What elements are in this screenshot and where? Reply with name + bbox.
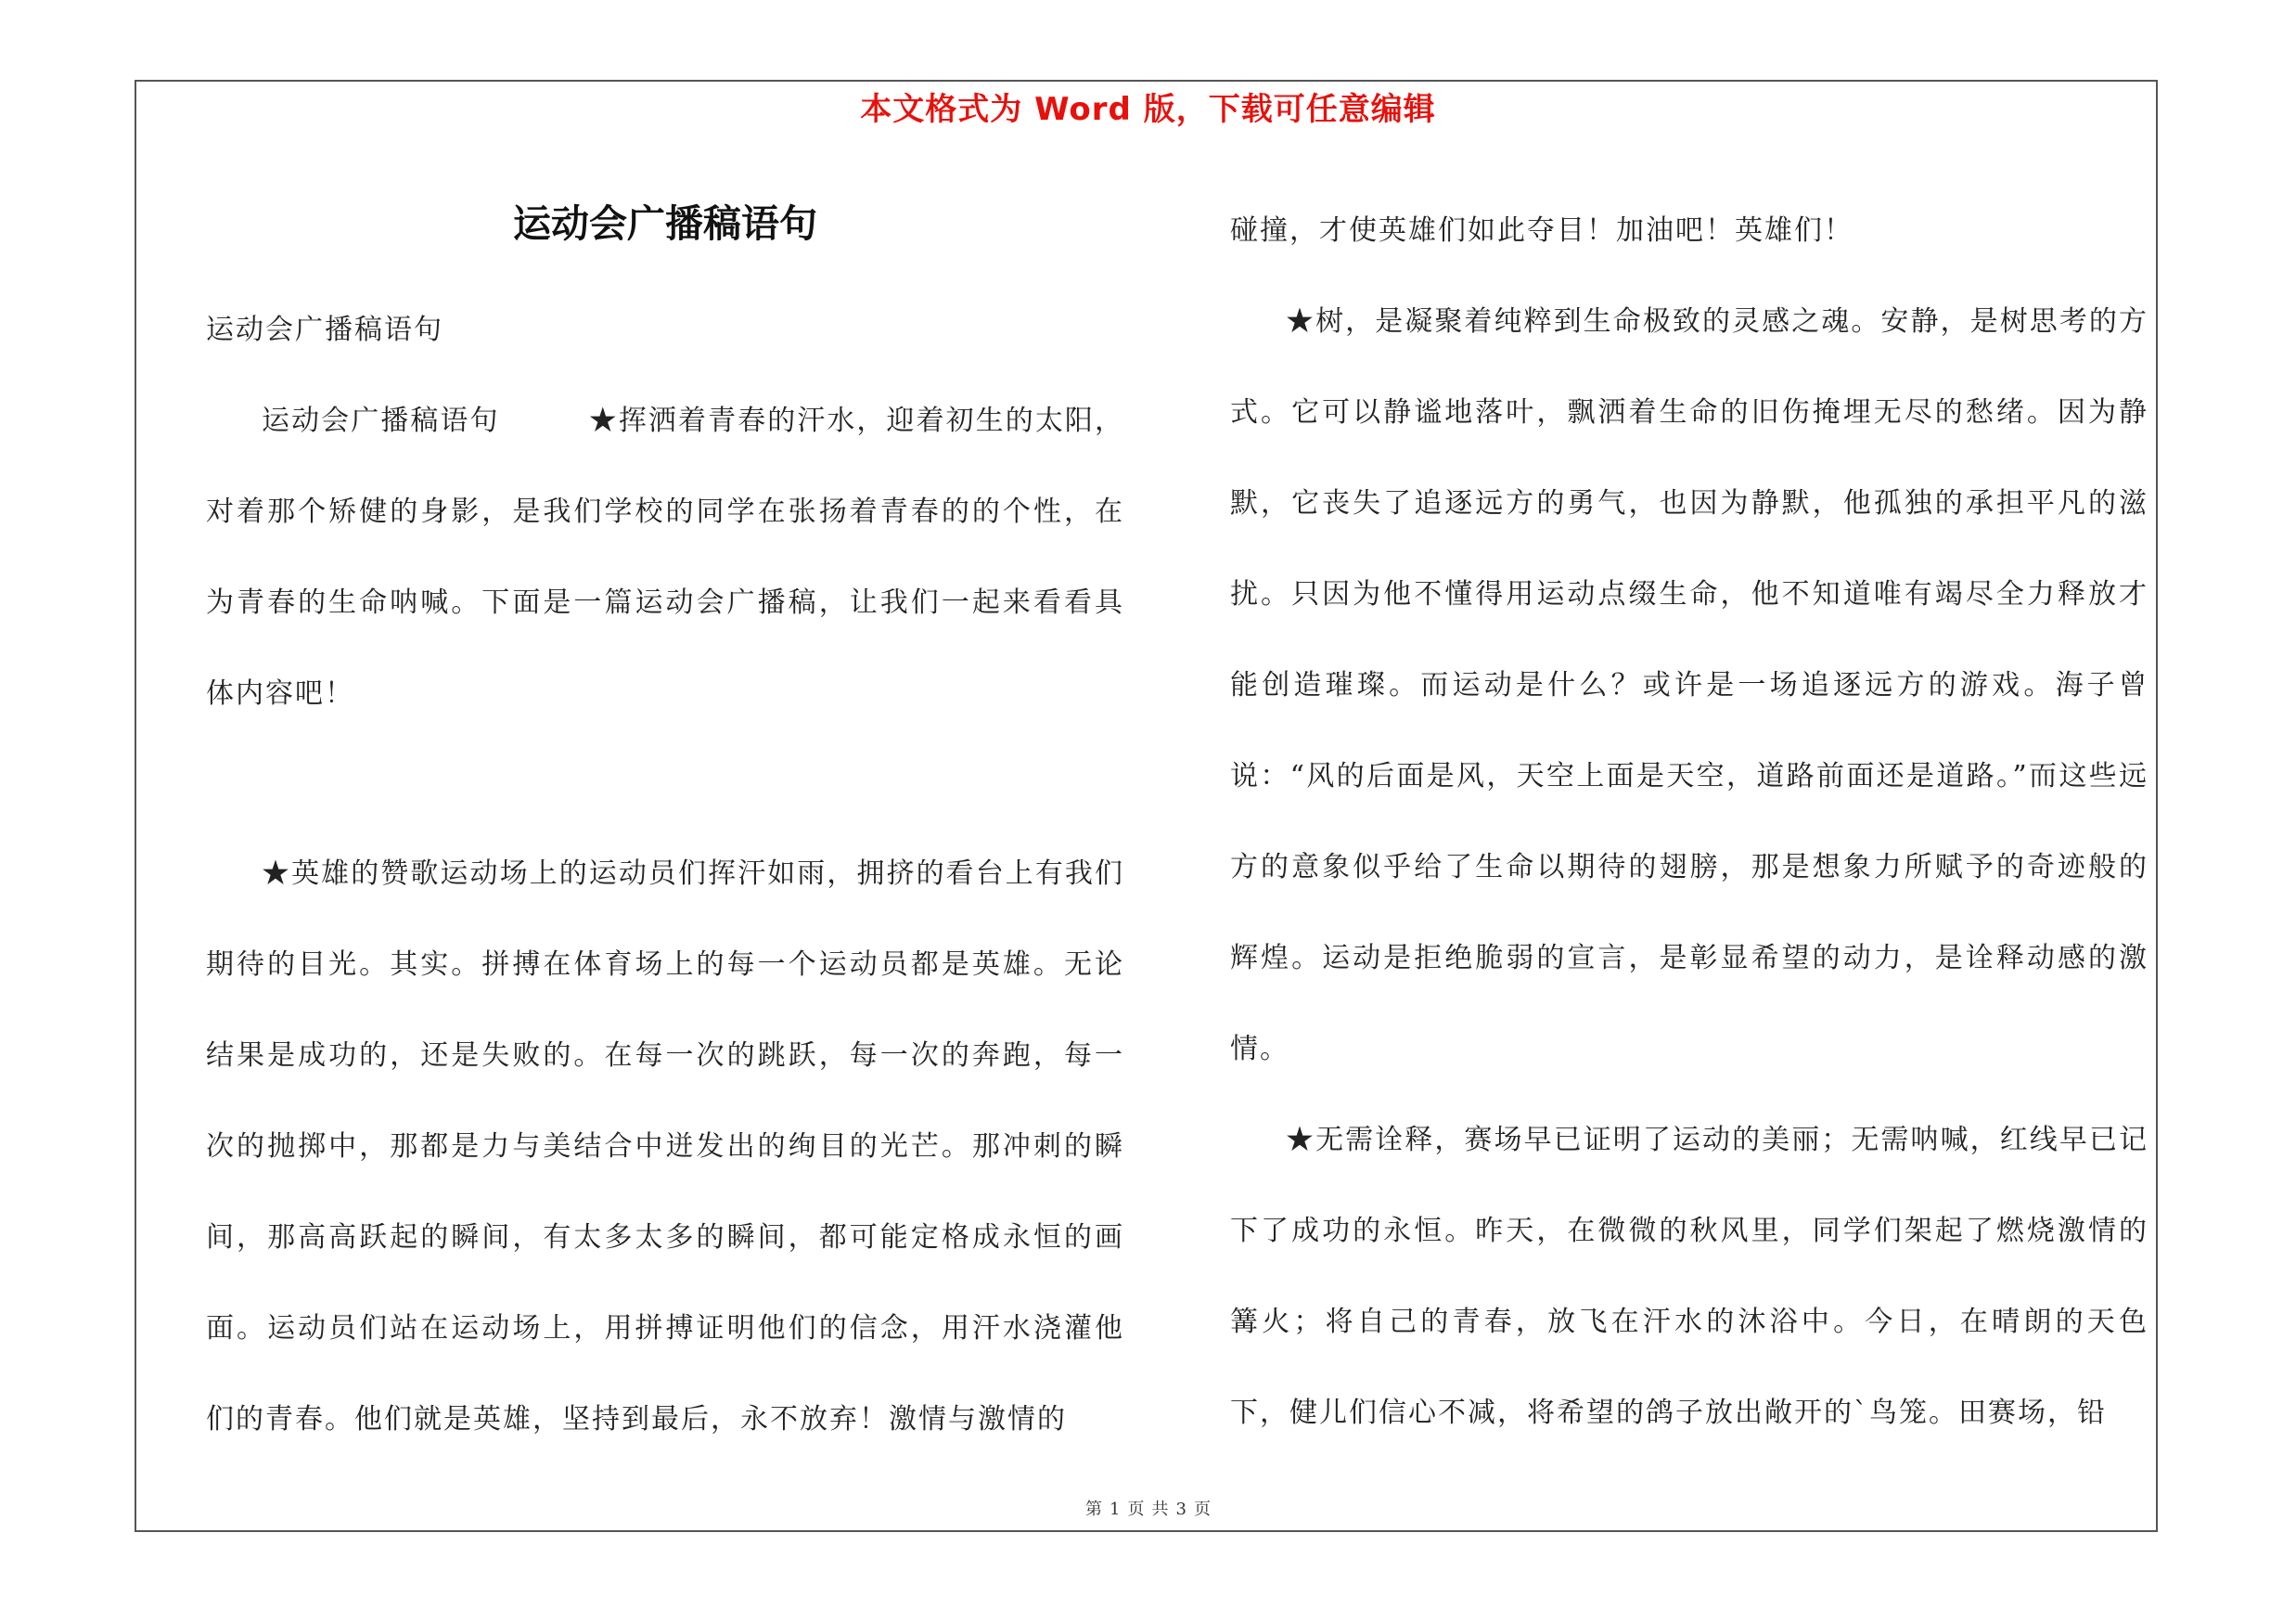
paragraph-gap	[206, 740, 1124, 829]
footer-label-ye: 页	[1127, 1500, 1145, 1519]
continuation-paragraph: 碰撞，才使英雄们如此夺目！加油吧！英雄们！	[1230, 214, 1853, 247]
right-column	[1230, 186, 2148, 1459]
document-title: 运动会广播稿语句	[513, 201, 817, 246]
document-subtitle: 运动会广播稿语句	[206, 314, 443, 346]
page-footer	[0, 1496, 2296, 1520]
hero-paragraph: ★英雄的赞歌运动场上的运动员们挥汗如雨，拥挤的看台上有我们期待的目光。其实。拼搏在体育场上的每一个运动员都是英雄。无论结果是成功的，还是失败的。在每一次的跳跃，每一次的奔跑，每一次的抛掷中，那都是力与美结合中迸发出的绚目的光芒。那冲刺的瞬间，那高高跃起的瞬间，有太多太多的瞬间，都可能定格成永恒的画面。运动员们站在运动场上，用拼搏证明他们的信念，用汗水浇灌他们的青春。他们就是英雄，坚持到最后，永不放弃！激情与激情的	[206, 857, 1124, 1436]
footer-label-di: 第	[1085, 1500, 1103, 1519]
footer-page-number: 1	[1110, 1500, 1121, 1519]
intro-paragraph: 运动会广播稿语句 ★挥洒着青春的汗水，迎着初生的太阳，对着那个矫健的身影，是我们学校的同学在张扬着青春的的个性，在为青春的生命呐喊。下面是一篇运动会广播稿，让我们一起来看看具体内容吧！	[206, 405, 1124, 710]
format-banner: 本文格式为 Word 版，下载可任意编辑	[860, 91, 1436, 128]
left-column	[206, 190, 1124, 1465]
tree-paragraph: ★树，是凝聚着纯粹到生命极致的灵感之魂。安静，是树思考的方式。它可以静谧地落叶，飘洒着生命的旧伤掩埋无尽的愁绪。因为静默，它丧失了追逐远方的勇气，也因为静默，他孤独的承担平凡的滋扰。只因为他不懂得用运动点缀生命，他不知道唯有竭尽全力释放才能创造璀璨。而运动是什么？或许是一场追逐远方的游戏。海子曾说：“风的后面是风，天空上面是天空，道路前面还是道路。”而这些远方的意象似乎给了生命以期待的翅膀，那是想象力所赋予的奇迹般的辉煌。运动是拒绝脆弱的宣言，是彰显希望的动力，是诠释动感的激情。	[1230, 305, 2148, 1065]
footer-label-ye2: 页	[1193, 1500, 1211, 1519]
no-explanation-paragraph: ★无需诠释，赛场早已证明了运动的美丽；无需呐喊，红线早已记下了成功的永恒。昨天，在微微的秋风里，同学们架起了燃烧激情的篝火；将自己的青春，放飞在汗水的沐浴中。今日，在晴朗的天色下，健儿们信心不减，将希望的鸽子放出敞开的`鸟笼。田赛场，铅	[1230, 1124, 2148, 1429]
footer-page-total: 3	[1175, 1500, 1186, 1519]
footer-label-gong: 共	[1151, 1500, 1169, 1519]
